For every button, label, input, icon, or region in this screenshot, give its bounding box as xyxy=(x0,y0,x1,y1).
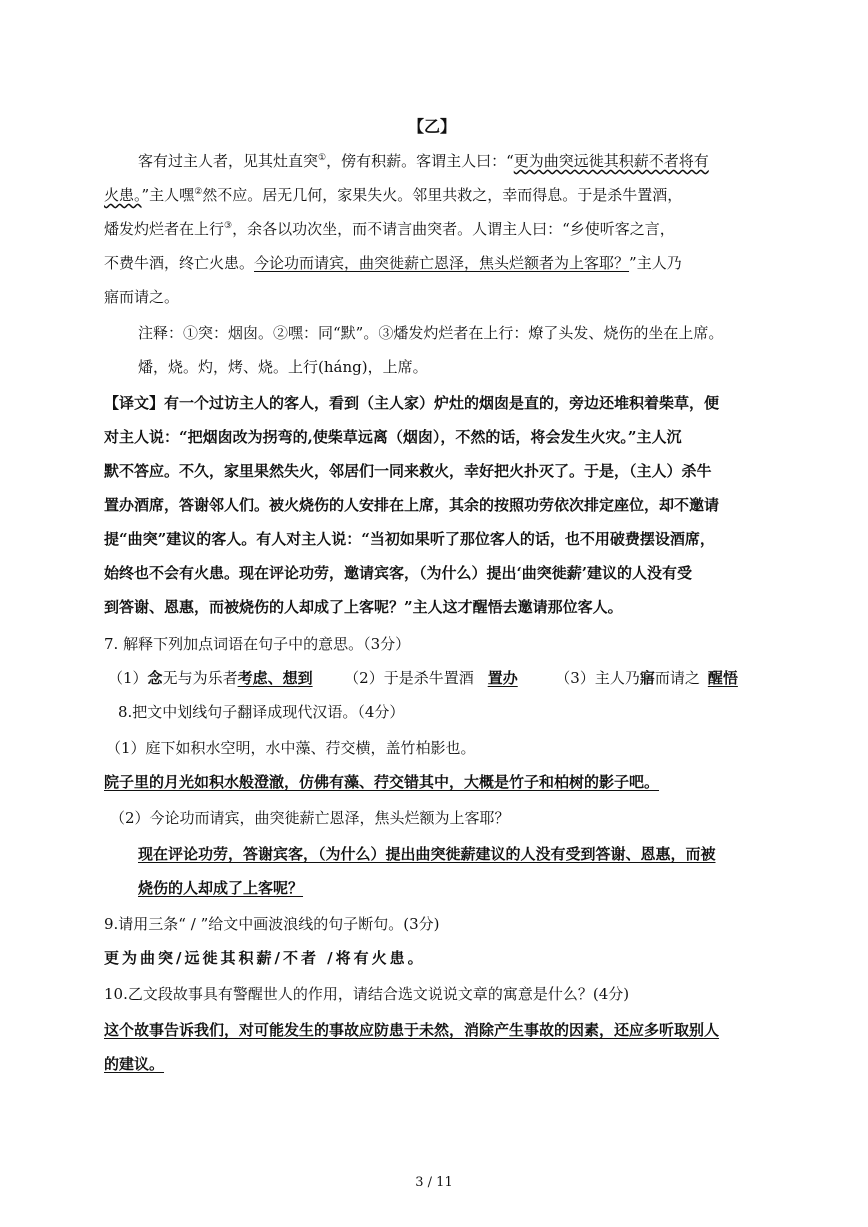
wavy-sentence: 更为曲突远徙其积薪不者将有 xyxy=(513,152,709,170)
q8-stem: 8.把文中划线句子翻译成现代汉语。（4分） xyxy=(118,703,405,721)
passage-line-5: 寤而请之。 xyxy=(104,288,180,306)
passage-line-1 xyxy=(138,150,709,172)
q8-sentence-1: （1）庭下如积水空明，水中藻、荇交横，盖竹柏影也。 xyxy=(106,739,476,757)
translation-line-2: 对主人说：“把烟囱改为拐弯的,使柴草远离（烟囱），不然的话，将会发生火灾。”主人沉 xyxy=(104,428,682,446)
notes-line-1: 注释：①突：烟囱。②嘿：同“默”。③燔发灼烂者在上行：燎了头发、烧伤的坐在上席。 xyxy=(138,324,724,342)
translation-line-7: 到答谢、恩惠，而被烧伤的人却成了上客呢？”主人这才醒悟去邀请那位客人。 xyxy=(104,598,623,616)
q9-stem: 9.请用三条“ / ”给文中画波浪线的句子断句。(3分) xyxy=(104,915,440,933)
passage-text: 不费牛酒，终亡火患。 xyxy=(104,254,255,272)
translation-line-4: 置办酒席，答谢邻人们。被火烧伤的人安排在上席，其余的按照功劳依次排定座位，却不邀请 xyxy=(104,496,720,514)
q7-parts xyxy=(108,667,738,689)
q10-answer-line-2: 的建议。 xyxy=(104,1055,165,1073)
passage-text: ”主人嘿 xyxy=(141,186,195,204)
passage-text: 客有过主人者，见其灶直突 xyxy=(138,152,319,170)
q8-sentence-2: （2）今论功而请宾，曲突徙薪亡恩泽，焦头烂额为上客耶？ xyxy=(110,809,510,827)
q10-answer-line-1: 这个故事告诉我们，对可能发生的事故应防患于未然，消除产生事故的因素，还应多听取别人 xyxy=(104,1021,720,1039)
q7-part-2: （2）于是杀牛置酒 置办 xyxy=(344,669,524,687)
underlined-sentence: 今论功而请宾，曲突徙薪亡恩泽，焦头烂额者为上客耶？ xyxy=(254,254,630,272)
passage-line-4 xyxy=(104,252,682,274)
passage-text: 然不应。居无几何，家果失火。邻里共救之，幸而得息。于是杀牛置酒， xyxy=(202,186,683,204)
section-title: 【乙】 xyxy=(408,117,457,136)
passage-text: ，余各以功次坐，而不请言曲突者。人谓主人曰：“乡使听客之言， xyxy=(232,220,675,238)
footnote-marker: ③ xyxy=(224,221,233,231)
q10-stem: 10.乙文段故事具有警醒世人的作用，请结合选文说说文章的寓意是什么？(4分) xyxy=(104,985,630,1003)
q7-stem: 7. 解释下列加点词语在句子中的意思。（3分） xyxy=(104,635,411,653)
q7-part-3: （3）主人乃寤而请之 醒悟 xyxy=(555,669,738,687)
passage-line-2 xyxy=(104,184,682,206)
q8-answer-1: 院子里的月光如积水般澄澈，仿佛有藻、荇交错其中，大概是竹子和柏树的影子吧。 xyxy=(104,773,660,791)
q7-answer-1: 考虑、想到 xyxy=(237,669,313,687)
q8-answer-2-line-2: 烧伤的人却成了上客呢？ xyxy=(138,879,304,897)
q7-answer-2: 置办 xyxy=(487,669,518,687)
q7-part-1: （1）念无与为乐者考虑、想到 xyxy=(108,669,313,687)
dotted-word: 念 xyxy=(147,669,163,687)
wavy-sentence: 火患。 xyxy=(104,186,142,204)
translation-line-6: 始终也不会有火患。现在评论功劳，邀请宾客，（为什么）提出‘曲突徙薪’建议的人没有受 xyxy=(104,564,692,582)
passage-text: ，傍有积薪。客谓主人曰：“ xyxy=(326,152,514,170)
notes-line-2: 燔，烧。灼，烤、烧。上行(háng)，上席。 xyxy=(138,358,428,376)
q8-answer-2-line-1: 现在评论功劳，答谢宾客，（为什么）提出曲突徙薪建议的人没有受到答谢、恩惠，而被 xyxy=(138,845,716,863)
translation-line-1: 【译文】有一个过访主人的客人，看到（主人家）炉灶的烟囱是直的，旁边还堆积着柴草，便 xyxy=(104,394,720,412)
translation-line-5: 提“曲突”建议的客人。有人对主人说：“当初如果听了那位客人的话，也不用破费摆设酒席， xyxy=(104,530,715,548)
page-number: 3 / 11 xyxy=(415,1175,453,1190)
q7-answer-3: 醒悟 xyxy=(707,669,738,687)
q9-answer: 更为曲突/远徙其积薪/不者 /将有火患。 xyxy=(104,949,426,967)
dotted-word: 寤 xyxy=(639,669,655,687)
passage-text: 燔发灼烂者在上行 xyxy=(104,220,225,238)
passage-text: ”主人乃 xyxy=(629,254,682,272)
footnote-marker: ① xyxy=(318,153,327,163)
translation-line-3: 默不答应。不久，家里果然失火，邻居们一同来救火，幸好把火扑灭了。于是，（主人）杀牛 xyxy=(104,462,712,480)
passage-line-3 xyxy=(104,218,675,240)
footnote-marker: ② xyxy=(194,187,203,197)
